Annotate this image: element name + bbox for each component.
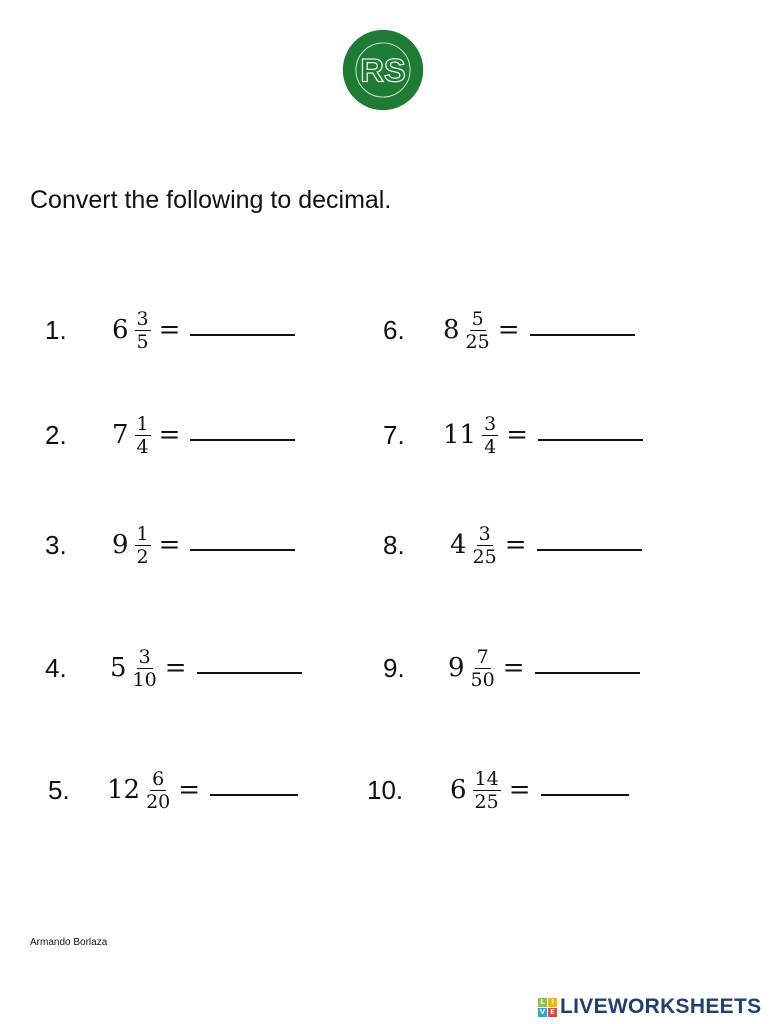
problem-number: 7. [383, 419, 405, 450]
denominator: 20 [146, 790, 171, 813]
equals-sign: = [506, 420, 528, 450]
fraction [135, 413, 151, 458]
whole-number: 7 [112, 420, 129, 450]
answer-blank[interactable] [538, 411, 643, 441]
brand-letter: V [539, 1007, 546, 1016]
numerator: 3 [136, 307, 149, 330]
answer-blank[interactable] [541, 766, 629, 796]
equals-sign: = [497, 315, 520, 345]
fraction [146, 768, 170, 813]
denominator: 5 [136, 330, 149, 353]
fraction [473, 768, 501, 813]
answer-blank[interactable] [535, 644, 640, 674]
fraction [473, 523, 497, 568]
numerator: 14 [474, 767, 499, 790]
answer-blank[interactable] [190, 306, 295, 336]
denominator: 4 [484, 435, 497, 458]
whole-number: 8 [443, 315, 460, 345]
problem-number: 1. [45, 314, 67, 345]
whole-number: 9 [448, 653, 465, 683]
equals-sign: = [508, 775, 531, 805]
fraction [133, 646, 157, 691]
problem-7 [383, 405, 643, 465]
whole-number: 6 [112, 315, 129, 345]
equals-sign: = [178, 775, 201, 805]
equals-sign: = [158, 420, 181, 450]
problem-number: 10. [367, 774, 404, 805]
school-logo [342, 29, 424, 111]
fraction [482, 413, 498, 458]
whole-number: 12 [107, 775, 141, 805]
problem-4 [45, 638, 302, 698]
denominator: 2 [136, 545, 149, 568]
equals-sign: = [164, 653, 187, 683]
problem-9 [383, 638, 640, 698]
numerator: 5 [471, 307, 484, 330]
problem-8 [383, 515, 642, 575]
fraction [135, 523, 151, 568]
fraction [466, 308, 490, 353]
problem-number: 2. [45, 419, 67, 450]
liveworksheets-brand [538, 995, 761, 1019]
author-credit: Armando Borlaza [30, 937, 108, 948]
problem-10 [367, 760, 629, 820]
denominator: 25 [465, 330, 490, 353]
numerator: 3 [138, 645, 151, 668]
numerator: 1 [136, 412, 149, 435]
fraction [135, 308, 151, 353]
problem-number: 4. [45, 652, 67, 683]
problem-number: 5. [48, 774, 70, 805]
answer-blank[interactable] [210, 766, 298, 796]
brand-letter: I [548, 998, 557, 1007]
answer-blank[interactable] [197, 644, 302, 674]
denominator: 4 [136, 435, 149, 458]
whole-number: 4 [450, 530, 467, 560]
equals-sign: = [158, 315, 181, 345]
problem-number: 3. [45, 529, 67, 560]
svg-text:RS: RS [360, 51, 406, 89]
answer-blank[interactable] [190, 521, 295, 551]
brand-name: LIVEWORKSHEETS [560, 995, 762, 1018]
whole-number: 11 [443, 420, 477, 450]
numerator: 1 [136, 522, 149, 545]
numerator: 6 [152, 767, 165, 790]
numerator: 7 [476, 645, 489, 668]
problem-2 [45, 405, 295, 465]
whole-number: 5 [110, 653, 127, 683]
denominator: 25 [472, 545, 497, 568]
denominator: 10 [132, 668, 157, 691]
problem-1 [45, 300, 295, 360]
equals-sign: = [502, 653, 525, 683]
fraction [471, 646, 495, 691]
brand-letter: L [538, 998, 547, 1007]
answer-blank[interactable] [537, 521, 642, 551]
problem-3 [45, 515, 295, 575]
instruction-heading: Convert the following to decimal. [30, 186, 392, 214]
problem-number: 6. [383, 314, 405, 345]
answer-blank[interactable] [530, 306, 635, 336]
numerator: 3 [484, 412, 497, 435]
equals-sign: = [158, 530, 181, 560]
problem-number: 9. [383, 652, 405, 683]
denominator: 50 [470, 668, 495, 691]
problem-6 [383, 300, 635, 360]
denominator: 25 [474, 790, 499, 813]
problem-5 [48, 760, 298, 820]
equals-sign: = [504, 530, 527, 560]
liveworksheets-logo-icon [538, 998, 557, 1017]
numerator: 3 [478, 522, 491, 545]
problem-number: 8. [383, 529, 405, 560]
whole-number: 9 [112, 530, 129, 560]
whole-number: 6 [450, 775, 467, 805]
answer-blank[interactable] [190, 411, 295, 441]
brand-letter: E [548, 1008, 557, 1017]
